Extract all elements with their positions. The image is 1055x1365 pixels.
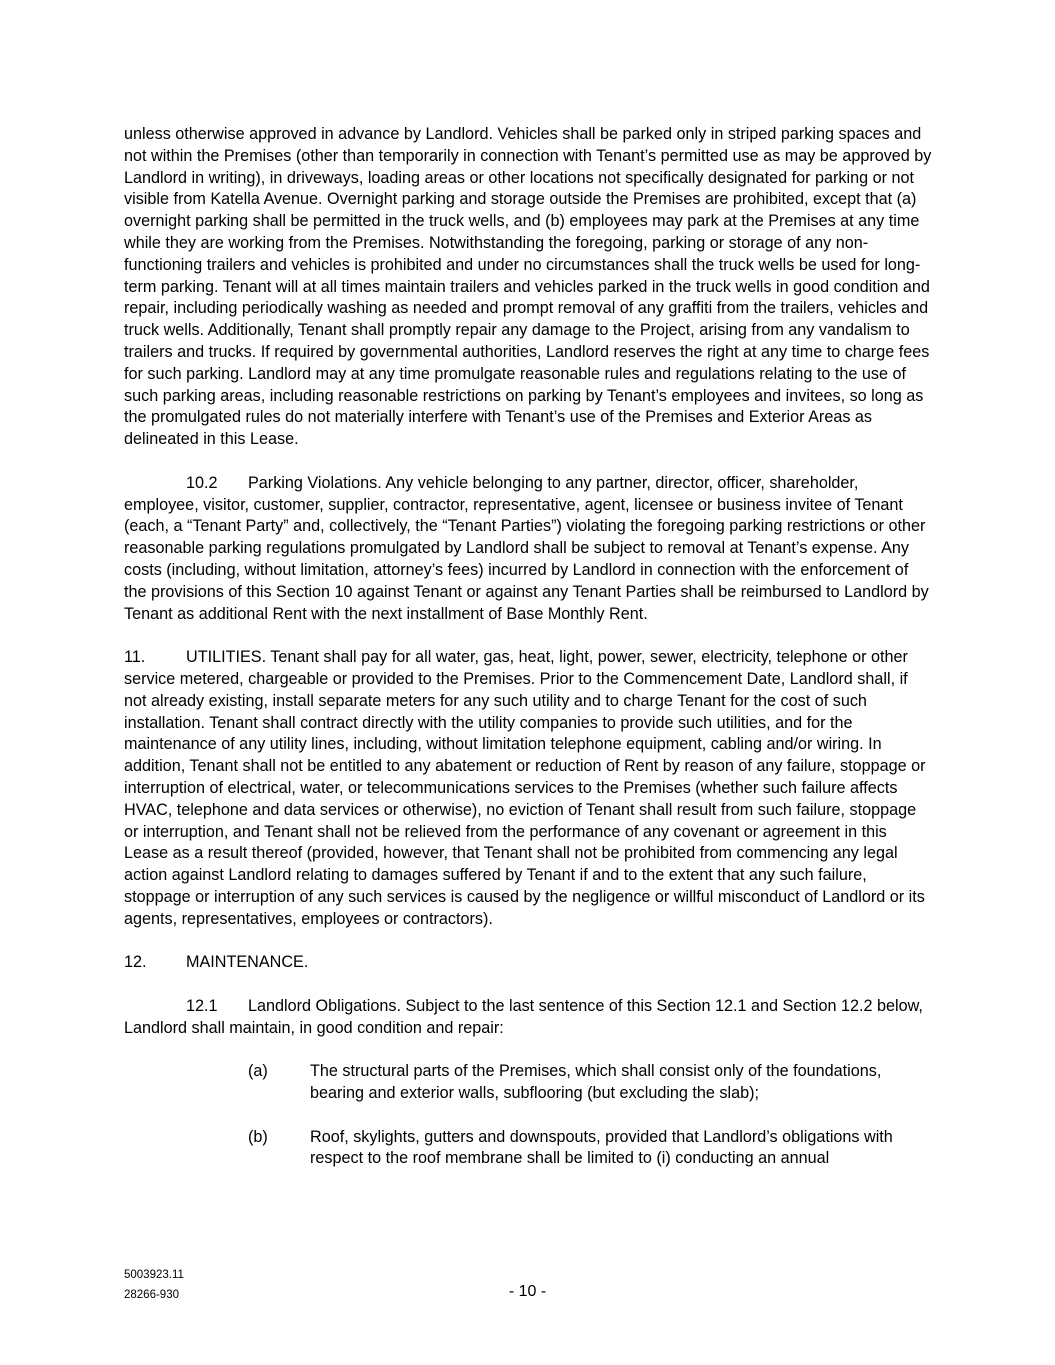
section-12-heading: MAINTENANCE. [186,953,309,972]
section-11 [124,647,932,930]
section-11-heading: UTILITIES [186,648,262,667]
section-10-2-number: 10.2 [186,473,218,492]
list-item-a-label: (a) [248,1062,268,1081]
section-12 [124,952,932,974]
list-item-a-text: The structural parts of the Premises, which shall consist only of the foundations, bearing and exterior walls, subflooring (but excluding the slab); [310,1062,882,1103]
list-item-b-label: (b) [248,1127,268,1146]
section-10-2-text: Any vehicle belonging to any partner, director, officer, shareholder, employee, visitor, customer, supplier, contractor, representative, agent, licensee or business invitee of Tenant (each, a “Tenant Party” and, collectively, the “Tenant Parties”) violating the foregoing parking restrictions or other reasonable parking regulations promulgated by Landlord shall be subject to removal at Tenant’s expense. Any costs (including, without limitation, attorney’s fees) incurred by Landlord in connection with the enforcement of the provisions of this Section 10 against Tenant or against any Tenant Parties shall be reimbursed to Landlord by Tenant as additional Rent with the next installment of Base Monthly Rent. [124,473,929,623]
list-item-b [248,1127,932,1171]
document-body [124,124,932,1170]
list-item-a [248,1061,932,1105]
section-12-1 [124,996,932,1040]
section-11-text: . Tenant shall pay for all water, gas, heat, light, power, sewer, electricity, telephone or other service metered, chargeable or provided to the Premises. Prior to the Commencement Date, Landlord shall, if not already existing, install separate meters for any such utility and to charge Tenant for the cost of such installation. Tenant shall contract directly with the utility companies to provide such utilities, and for the maintenance of any utility lines, including, without limitation telephone equipment, cabling and/or wiring. In addition, Tenant shall not be entitled to any abatement or reduction of Rent by reason of any failure, stoppage or interruption of electrical, water, or telecommunications services to the Premises (whether such failure affects HVAC, telephone and data services or otherwise), no eviction of Tenant shall result from such failure, stoppage or interruption, and Tenant shall not be relieved from the performance of any covenant or agreement in this Lease as a result thereof (provided, however, that Tenant shall not be prohibited from commencing any legal action against Landlord relating to damages suffered by Tenant if and to the extent that any such failure, stoppage or interruption of any such services is caused by the negligence or willful misconduct of Landlord or its agents, representatives, employees or contractors). [124,648,926,928]
section-12-number: 12. [124,953,147,972]
section-12-1-heading: Landlord Obligations. [248,996,401,1015]
paragraph-parking-continued: unless otherwise approved in advance by Landlord. Vehicles shall be parked only in striped parking spaces and not within the Premises (other than temporarily in connection with Tenant’s permitted use as may be approved by Landlord in writing), in driveways, loading areas or other locations not specifically designated for parking or not visible from Katella Avenue. Overnight parking and storage outside the Premises are prohibited, except that (a) overnight parking shall be permitted in the truck wells, and (b) employees may park at the Premises at any time while they are working from the Premises. Notwithstanding the foregoing, parking or storage of any non-functioning trailers and vehicles is prohibited and under no circumstances shall the truck wells be used for long-term parking. Tenant will at all times maintain trailers and vehicles parked in the truck wells in good condition and repair, including periodically washing as needed and prompt removal of any graffiti from the trailers, vehicles and truck wells. Additionally, Tenant shall promptly repair any damage to the Project, arising from any vandalism to trailers and trucks. If required by governmental authorities, Landlord reserves the right at any time to charge fees for such parking. Landlord may at any time promulgate reasonable rules and regulations relating to the use of such parking areas, including reasonable restrictions on parking by Tenant’s employees and invitees, so long as the promulgated rules do not materially interfere with Tenant’s use of the Premises and Exterior Areas as delineated in this Lease. [124,125,932,449]
section-12-1-number: 12.1 [186,996,218,1015]
section-12-1-text: Subject to the last sentence of this Section 12.1 and Section 12.2 below, Landlord shall maintain, in good condition and repair: [124,996,923,1037]
section-10-2-heading: Parking Violations. [248,473,382,492]
page-number: - 10 - [508,1283,547,1300]
footer-doc-id: 5003923.11 [124,1269,184,1281]
section-10-2 [124,473,932,626]
list-item-b-text: Roof, skylights, gutters and downspouts, provided that Landlord’s obligations with respect to the roof membrane shall be limited to (i) conducting an annual [310,1127,893,1168]
section-11-number: 11. [124,648,146,667]
footer-matter-id: 28266-930 [124,1289,179,1301]
